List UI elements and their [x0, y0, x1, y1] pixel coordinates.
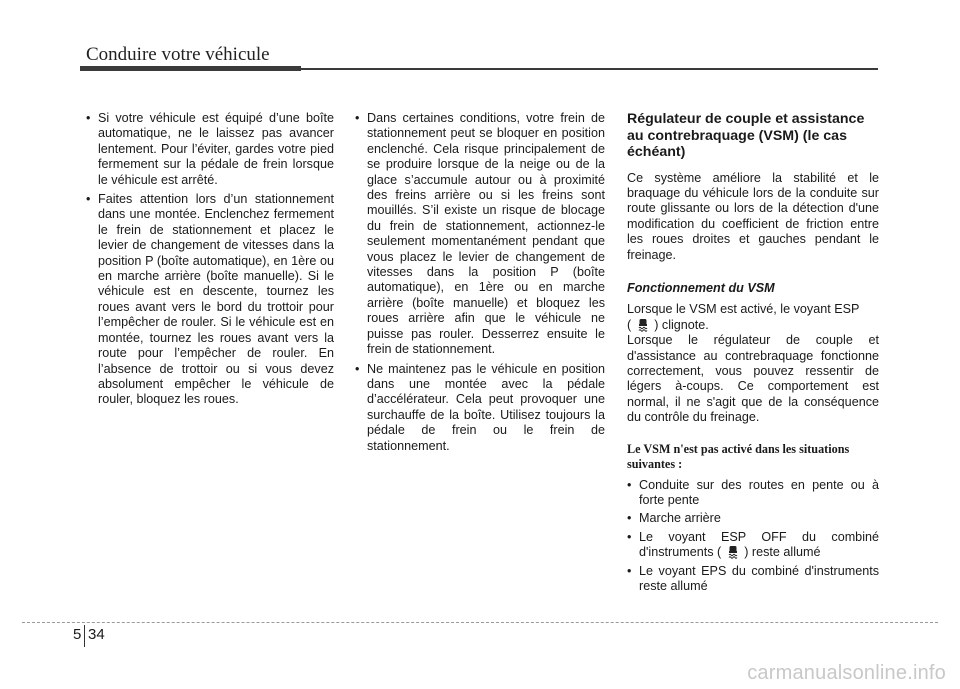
intro-paragraph: Ce système améliore la stabilité et le braquage du véhicule lors de la conduite sur route glissante ou lors de la détection d'une modification du coefficient de friction entre les roues droites et gauches pendant le freinage. [627, 170, 879, 262]
list-item: • Faites attention lors d’un stationnement dans une montée. Enclenchez fermement le frein de stationnement et placez le levier de changement de vitesses dans la position P (boîte automatique), en 1ère ou en marche arrière (boîte manuelle). Si le véhicule est en descente, tournez les roues avant vers le bord du trottoir pour l’empêcher de rouler. Si le véhicule est en montée, tournez les roues avant vers la route pour l’empêcher de rouler. En l’absence de trottoir ou si vous devez absolument empêcher le véhicule de rouler, bloquez les roues. [86, 192, 334, 408]
list-item: • Si votre véhicule est équipé d’une boîte automatique, ne le laissez pas avancer lentement. Pour l’éviter, gardes votre pied fermement sur la pédale de frein lorsque le véhicule est arrêté. [86, 111, 334, 188]
chapter-number: 5 [73, 626, 82, 643]
page-number: 34 [88, 626, 105, 643]
bullet-list-middle [355, 111, 605, 454]
list-item: • Dans certaines conditions, votre frein de stationnement peut se bloquer en position enclenché. Cela risque principalement de se produire lorsque de la neige ou de la glace s’accumule autour ou à proximité des freins arrière ou si les freins sont mouillés. S’il existe un risque de blocage du frein de stationnement, actionnez-le seulement momentanément pendant que vous placez le levier de changement de vitesses dans la position P (boîte automatique), en 1ère ou en marche arrière (boîte manuelle) et bloquez les roues arrière afin que le véhicule ne puisse pas rouler. Desserrez ensuite le frein de stationnement. [355, 111, 605, 358]
column-right [627, 111, 879, 597]
operation-line-1: Lorsque le VSM est activé, le voyant ESP [627, 302, 860, 317]
footer-dashed-rule [22, 622, 938, 623]
bullet-list-right [627, 478, 879, 595]
operation-line-open: ( [627, 317, 632, 332]
list-item: • Marche arrière [627, 511, 879, 526]
list-item: • Le voyant EPS du combiné d'instruments reste allumé [627, 564, 879, 595]
not-active-heading: Le VSM n'est pas activé dans les situations suivantes : [627, 441, 850, 471]
operation-line [627, 302, 879, 333]
esp-skid-icon [637, 318, 649, 332]
column-left [86, 111, 334, 412]
operation-paragraph: Lorsque le régulateur de couple et d'assistance au contrebraquage fonctionne correctement, vous pouvez ressentir de légers à-coups. Ce comportement est normal, il ne s'agit que de la conséquence du contrôle du freinage. [627, 333, 879, 425]
operation-line-close: ) clignote. [654, 317, 709, 332]
header-rule-thin [301, 68, 878, 70]
list-item: • Conduite sur des routes en pente ou à forte pente [627, 478, 879, 509]
column-middle [355, 111, 605, 458]
esp-off-icon [727, 545, 739, 559]
page-number-divider [84, 625, 85, 647]
subheading: Fonctionnement du VSM [627, 280, 775, 295]
page-title: Conduire votre véhicule [86, 44, 270, 65]
bullet-list-left [86, 111, 334, 408]
watermark: carmanualsonline.info [747, 662, 946, 684]
section-title: Régulateur de couple et assistance au contrebraquage (VSM) (le cas échéant) [627, 111, 865, 160]
header-rule-thick [80, 66, 301, 71]
list-item: • Ne maintenez pas le véhicule en position dans une montée avec la pédale d’accélérateur. Cela peut provoquer une surchauffe de la boîte. Utilisez toujours la pédale de frein ou le frein de stationnement. [355, 362, 605, 454]
item3-pre: Le voyant ESP OFF du combiné d'instruments ( [639, 529, 879, 560]
list-item [627, 530, 879, 561]
item3-post: ) reste allumé [744, 545, 821, 560]
